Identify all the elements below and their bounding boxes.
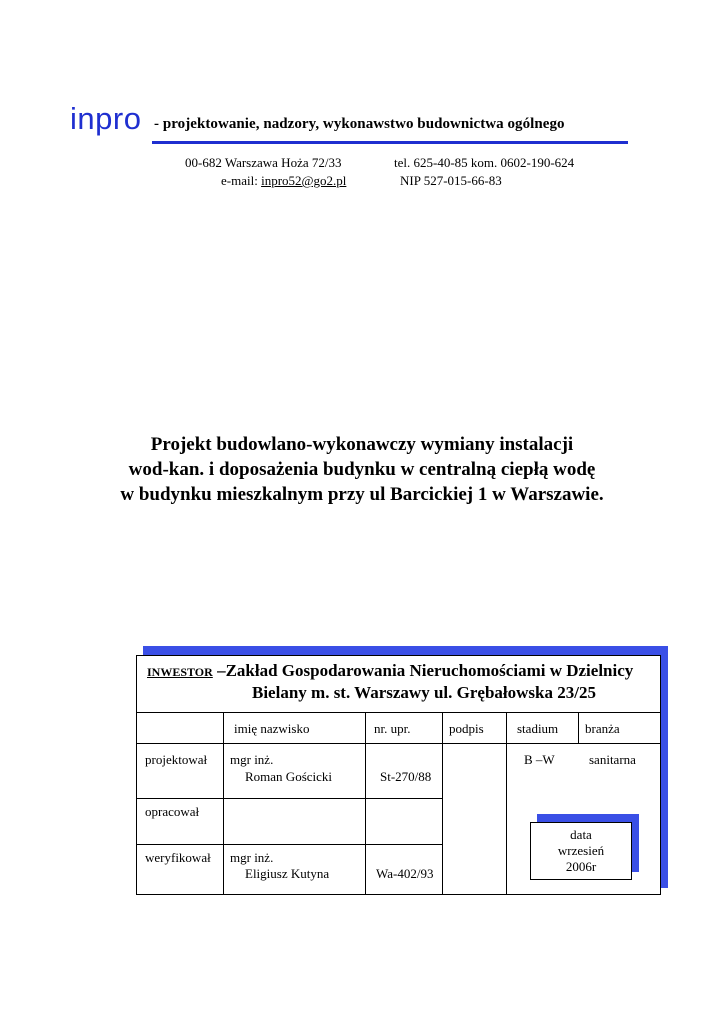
role-designed: projektował (145, 752, 208, 767)
date-month: wrzesień (557, 843, 605, 858)
designer-name: Roman Gościcki (245, 769, 333, 784)
header-license: nr. upr. (374, 721, 411, 736)
company-nip: NIP 527-015-66-83 (400, 173, 502, 188)
table-column-divider (442, 712, 443, 895)
company-phone: tel. 625-40-85 kom. 0602-190-624 (394, 155, 575, 170)
company-address: 00-682 Warszawa Hoża 72/33 (185, 155, 342, 170)
header-branch: branża (585, 721, 620, 736)
designer-license: St-270/88 (380, 769, 432, 784)
role-prepared: opracował (145, 804, 200, 819)
investor-name-line-2: Bielany m. st. Warszawy ul. Grębałowska 23/25 (252, 683, 596, 702)
title-line-3: w budynku mieszkalnym przy ul Barcickiej 1 w Warszawie. (120, 484, 604, 505)
header-name: imię nazwisko (234, 721, 310, 736)
table-column-divider (223, 712, 224, 895)
table-divider (136, 743, 661, 744)
table-column-divider (365, 712, 366, 895)
verifier-name: Eligiusz Kutyna (245, 866, 330, 881)
designer-title: mgr inż. (230, 752, 274, 767)
title-line-1: Projekt budowlano-wykonawczy wymiany instalacji (150, 434, 574, 455)
company-logo: inpro (70, 101, 142, 136)
company-tagline: - projektowanie, nadzory, wykonawstwo budownictwa ogólnego (154, 116, 565, 132)
investor-heading (147, 662, 633, 679)
header-divider (152, 141, 628, 144)
verifier-title: mgr inż. (230, 850, 274, 865)
role-verified: weryfikował (145, 850, 211, 865)
email-link[interactable]: inpro52@go2.pl (261, 173, 347, 188)
header-signature: podpis (449, 721, 484, 736)
date-stamp (530, 822, 632, 880)
header-stage: stadium (517, 721, 559, 736)
title-line-2: wod-kan. i doposażenia budynku w centralną ciepłą wodę (128, 459, 596, 480)
table-divider (136, 712, 661, 713)
verifier-license: Wa-402/93 (376, 866, 434, 881)
table-column-divider (506, 712, 507, 895)
company-email-line (221, 174, 346, 187)
investor-label: INWESTOR (147, 665, 213, 679)
designer-stage: B –W (524, 752, 555, 767)
email-label: e-mail: (221, 173, 262, 188)
table-divider (136, 798, 442, 799)
date-year: 2006r (565, 859, 597, 874)
designer-branch: sanitarna (589, 752, 636, 767)
table-column-divider (578, 712, 579, 743)
table-divider (136, 844, 442, 845)
document-title (60, 432, 664, 507)
date-label: data (570, 827, 592, 842)
investor-name-line-1: –Zakład Gospodarowania Nieruchomościami w Dzielnicy (212, 661, 634, 680)
